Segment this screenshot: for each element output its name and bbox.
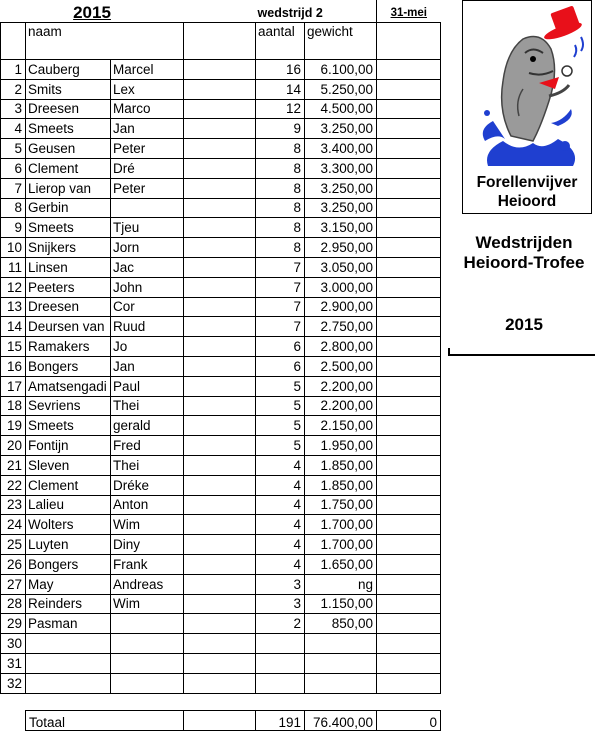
row-number: 13 xyxy=(1,297,26,317)
fish-count: 3 xyxy=(256,574,305,594)
last-name: Ramakers xyxy=(26,337,111,357)
fish-count: 7 xyxy=(256,317,305,337)
first-name: Fred xyxy=(111,436,184,456)
blank-cell xyxy=(184,535,256,555)
blank-cell xyxy=(184,218,256,238)
blank-cell xyxy=(184,396,256,416)
row-number: 25 xyxy=(1,535,26,555)
first-name: Jan xyxy=(111,119,184,139)
fish-count: 6 xyxy=(256,337,305,357)
fish-weight: 3.250,00 xyxy=(305,198,377,218)
extra-cell xyxy=(377,436,441,456)
fish-weight: 3.250,00 xyxy=(305,119,377,139)
fish-weight: 2.800,00 xyxy=(305,337,377,357)
blank-cell xyxy=(184,475,256,495)
fish-count: 7 xyxy=(256,297,305,317)
last-name: Gerbin xyxy=(26,198,111,218)
first-name: Thei xyxy=(111,396,184,416)
row-number: 15 xyxy=(1,337,26,357)
extra-cell xyxy=(377,535,441,555)
first-name: Paul xyxy=(111,376,184,396)
row-number: 4 xyxy=(1,119,26,139)
blank-cell xyxy=(184,317,256,337)
last-name: Snijkers xyxy=(26,238,111,258)
table-row xyxy=(1,634,441,654)
extra-cell xyxy=(377,317,441,337)
row-number: 30 xyxy=(1,634,26,654)
blank-cell xyxy=(184,119,256,139)
table-row xyxy=(1,79,441,99)
first-name: Wim xyxy=(111,515,184,535)
table-row xyxy=(1,416,441,436)
first-name: gerald xyxy=(111,416,184,436)
fish-weight: 3.400,00 xyxy=(305,139,377,159)
last-name: Lierop van xyxy=(26,178,111,198)
total-extra: 0 xyxy=(377,711,441,731)
first-name: Andreas xyxy=(111,574,184,594)
row-number: 14 xyxy=(1,317,26,337)
extra-cell xyxy=(377,297,441,317)
first-name: Thei xyxy=(111,455,184,475)
total-count: 191 xyxy=(256,711,305,731)
fish-weight: 3.150,00 xyxy=(305,218,377,238)
last-name: Pasman xyxy=(26,614,111,634)
fish-count: 3 xyxy=(256,594,305,614)
fish-weight xyxy=(305,634,377,654)
blank-cell xyxy=(184,594,256,614)
table-row xyxy=(1,455,441,475)
extra-cell xyxy=(377,178,441,198)
fish-count: 4 xyxy=(256,515,305,535)
first-name: Jorn xyxy=(111,238,184,258)
last-name: Clement xyxy=(26,158,111,178)
first-name: Jac xyxy=(111,257,184,277)
fish-count: 7 xyxy=(256,257,305,277)
first-name: Lex xyxy=(111,79,184,99)
blank-cell xyxy=(184,515,256,535)
fish-weight: 4.500,00 xyxy=(305,99,377,119)
row-number: 6 xyxy=(1,158,26,178)
table-row xyxy=(1,337,441,357)
last-name: Deursen van xyxy=(26,317,111,337)
first-name: Marco xyxy=(111,99,184,119)
logo-line-2: Heioord xyxy=(497,193,557,210)
first-name xyxy=(111,673,184,693)
table-row xyxy=(1,475,441,495)
table-row xyxy=(1,60,441,80)
blank-cell xyxy=(184,634,256,654)
extra-cell xyxy=(377,337,441,357)
fish-count: 14 xyxy=(256,79,305,99)
last-name: Linsen xyxy=(26,257,111,277)
last-name: Cauberg xyxy=(26,60,111,80)
first-name: Marcel xyxy=(111,60,184,80)
blank-cell xyxy=(184,139,256,159)
first-name: Diny xyxy=(111,535,184,555)
first-name: Frank xyxy=(111,554,184,574)
last-name: Bongers xyxy=(26,356,111,376)
row-number: 24 xyxy=(1,515,26,535)
last-name: Luyten xyxy=(26,535,111,555)
last-name: Reinders xyxy=(26,594,111,614)
first-name: Dréke xyxy=(111,475,184,495)
first-name: Wim xyxy=(111,594,184,614)
header-blank-cell xyxy=(184,23,256,60)
blank-cell xyxy=(184,614,256,634)
blank-cell xyxy=(184,574,256,594)
fish-weight: 2.750,00 xyxy=(305,317,377,337)
fish-weight: 1.750,00 xyxy=(305,495,377,515)
extra-cell xyxy=(377,554,441,574)
table-row xyxy=(1,594,441,614)
row-number: 26 xyxy=(1,554,26,574)
table-row xyxy=(1,396,441,416)
extra-cell xyxy=(377,79,441,99)
table-row xyxy=(1,198,441,218)
row-number: 28 xyxy=(1,594,26,614)
first-name xyxy=(111,634,184,654)
extra-cell xyxy=(377,99,441,119)
table-row xyxy=(1,554,441,574)
extra-cell xyxy=(377,238,441,258)
row-number: 7 xyxy=(1,178,26,198)
table-row xyxy=(1,614,441,634)
table-row xyxy=(1,495,441,515)
blank-cell xyxy=(184,416,256,436)
blank-cell xyxy=(184,277,256,297)
first-name: Jan xyxy=(111,356,184,376)
blank-cell xyxy=(184,673,256,693)
fish-count: 5 xyxy=(256,376,305,396)
total-weight: 76.400,00 xyxy=(305,711,377,731)
fish-count: 12 xyxy=(256,99,305,119)
row-number: 31 xyxy=(1,653,26,673)
last-name: Smits xyxy=(26,79,111,99)
blank-cell xyxy=(184,79,256,99)
table-row xyxy=(1,436,441,456)
fish-count: 5 xyxy=(256,416,305,436)
extra-cell xyxy=(377,495,441,515)
fish-count: 8 xyxy=(256,158,305,178)
fish-count xyxy=(256,634,305,654)
extra-cell xyxy=(377,356,441,376)
total-blank-cell xyxy=(184,711,256,731)
sheet-year: 2015 xyxy=(1,0,184,23)
last-name: Sleven xyxy=(26,455,111,475)
last-name: Amatsengadi xyxy=(26,376,111,396)
competition-label: wedstrijd 2 xyxy=(256,0,377,23)
first-name: Ruud xyxy=(111,317,184,337)
fish-weight: 2.200,00 xyxy=(305,376,377,396)
table-row xyxy=(1,356,441,376)
trout-mascot-icon xyxy=(463,1,591,169)
fish-count: 4 xyxy=(256,535,305,555)
table-row xyxy=(1,653,441,673)
total-row xyxy=(26,711,441,731)
logo xyxy=(462,0,592,214)
fish-count: 9 xyxy=(256,119,305,139)
logo-caption xyxy=(463,173,591,211)
extra-cell xyxy=(377,218,441,238)
extra-cell xyxy=(377,139,441,159)
last-name: Peeters xyxy=(26,277,111,297)
table-row xyxy=(1,535,441,555)
row-number: 9 xyxy=(1,218,26,238)
blank-cell xyxy=(184,178,256,198)
fish-count: 8 xyxy=(256,238,305,258)
last-name: Dreesen xyxy=(26,99,111,119)
row-number: 8 xyxy=(1,198,26,218)
extra-cell xyxy=(377,376,441,396)
fish-count: 4 xyxy=(256,475,305,495)
extra-cell xyxy=(377,455,441,475)
table-row xyxy=(1,238,441,258)
extra-cell xyxy=(377,119,441,139)
row-number: 23 xyxy=(1,495,26,515)
extra-cell xyxy=(377,198,441,218)
first-name: Anton xyxy=(111,495,184,515)
fish-weight xyxy=(305,673,377,693)
fish-weight: 1.950,00 xyxy=(305,436,377,456)
last-name: Wolters xyxy=(26,515,111,535)
total-label: Totaal xyxy=(26,711,184,731)
last-name xyxy=(26,634,111,654)
extra-cell xyxy=(377,515,441,535)
side-title-line-1: Wedstrijden xyxy=(475,233,573,252)
row-number: 5 xyxy=(1,139,26,159)
fish-weight: 3.000,00 xyxy=(305,277,377,297)
side-title xyxy=(448,233,600,273)
table-row xyxy=(1,673,441,693)
last-name: Fontijn xyxy=(26,436,111,456)
fish-weight: 2.950,00 xyxy=(305,238,377,258)
last-name: Geusen xyxy=(26,139,111,159)
table-row xyxy=(1,376,441,396)
fish-weight: 1.850,00 xyxy=(305,475,377,495)
fish-count: 5 xyxy=(256,396,305,416)
fish-weight: 1.850,00 xyxy=(305,455,377,475)
blank-cell xyxy=(184,60,256,80)
extra-cell xyxy=(377,416,441,436)
last-name: Sevriens xyxy=(26,396,111,416)
table-row xyxy=(1,99,441,119)
table-row xyxy=(1,574,441,594)
fish-weight: 1.700,00 xyxy=(305,535,377,555)
table-row xyxy=(1,119,441,139)
header-row xyxy=(1,23,441,60)
blank-cell xyxy=(184,376,256,396)
extra-cell xyxy=(377,594,441,614)
blank-cell xyxy=(184,257,256,277)
side-title-line-2: Heioord-Trofee xyxy=(463,253,585,272)
table-row xyxy=(1,158,441,178)
extra-cell xyxy=(377,257,441,277)
fish-weight: 3.250,00 xyxy=(305,178,377,198)
fish-weight: 2.500,00 xyxy=(305,356,377,376)
last-name: Clement xyxy=(26,475,111,495)
fish-count: 5 xyxy=(256,436,305,456)
table-row xyxy=(1,515,441,535)
fish-weight: 1.650,00 xyxy=(305,554,377,574)
last-name: Dreesen xyxy=(26,297,111,317)
fish-weight: 5.250,00 xyxy=(305,79,377,99)
fish-count: 2 xyxy=(256,614,305,634)
header-nr-cell xyxy=(1,23,26,60)
row-number: 11 xyxy=(1,257,26,277)
row-number: 3 xyxy=(1,99,26,119)
first-name: Peter xyxy=(111,178,184,198)
fish-count: 8 xyxy=(256,139,305,159)
row-number: 27 xyxy=(1,574,26,594)
fish-weight: 2.900,00 xyxy=(305,297,377,317)
fish-weight: ng xyxy=(305,574,377,594)
first-name xyxy=(111,614,184,634)
extra-cell xyxy=(377,396,441,416)
row-number: 12 xyxy=(1,277,26,297)
row-number: 18 xyxy=(1,396,26,416)
row-number: 1 xyxy=(1,60,26,80)
fish-weight: 3.050,00 xyxy=(305,257,377,277)
first-name xyxy=(111,653,184,673)
competition-date: 31-mei xyxy=(377,0,441,23)
table-row xyxy=(1,218,441,238)
row-number: 10 xyxy=(1,238,26,258)
last-name: May xyxy=(26,574,111,594)
side-divider xyxy=(448,348,595,356)
fish-count: 7 xyxy=(256,277,305,297)
row-number: 22 xyxy=(1,475,26,495)
table-row xyxy=(1,178,441,198)
fish-weight: 1.150,00 xyxy=(305,594,377,614)
fish-count: 4 xyxy=(256,495,305,515)
total-table xyxy=(25,710,441,731)
table-row xyxy=(1,257,441,277)
fish-weight: 850,00 xyxy=(305,614,377,634)
fish-count: 8 xyxy=(256,178,305,198)
first-name: John xyxy=(111,277,184,297)
side-year: 2015 xyxy=(505,315,543,334)
last-name: Smeets xyxy=(26,119,111,139)
fish-count: 8 xyxy=(256,218,305,238)
extra-cell xyxy=(377,634,441,654)
last-name: Smeets xyxy=(26,218,111,238)
fish-weight: 1.700,00 xyxy=(305,515,377,535)
table-row xyxy=(1,297,441,317)
title-blank-cell xyxy=(184,0,256,23)
fish-count xyxy=(256,673,305,693)
extra-cell xyxy=(377,475,441,495)
blank-cell xyxy=(184,238,256,258)
fish-weight: 3.300,00 xyxy=(305,158,377,178)
fish-weight: 2.200,00 xyxy=(305,396,377,416)
row-number: 16 xyxy=(1,356,26,376)
blank-cell xyxy=(184,99,256,119)
table-row xyxy=(1,139,441,159)
last-name: Bongers xyxy=(26,554,111,574)
fish-count: 4 xyxy=(256,554,305,574)
extra-cell xyxy=(377,158,441,178)
fish-count: 6 xyxy=(256,356,305,376)
fish-count xyxy=(256,653,305,673)
fish-count: 4 xyxy=(256,455,305,475)
row-number: 2 xyxy=(1,79,26,99)
extra-cell xyxy=(377,60,441,80)
fish-weight: 6.100,00 xyxy=(305,60,377,80)
header-count: aantal xyxy=(256,23,305,60)
header-name: naam xyxy=(26,23,184,60)
first-name: Jo xyxy=(111,337,184,357)
extra-cell xyxy=(377,653,441,673)
row-number: 21 xyxy=(1,455,26,475)
extra-cell xyxy=(377,673,441,693)
first-name xyxy=(111,198,184,218)
row-number: 19 xyxy=(1,416,26,436)
blank-cell xyxy=(184,495,256,515)
blank-cell xyxy=(184,158,256,178)
fish-count: 16 xyxy=(256,60,305,80)
row-number: 32 xyxy=(1,673,26,693)
blank-cell xyxy=(184,436,256,456)
fish-weight: 2.150,00 xyxy=(305,416,377,436)
first-name: Dré xyxy=(111,158,184,178)
header-extra-cell xyxy=(377,23,441,60)
extra-cell xyxy=(377,277,441,297)
table-row xyxy=(1,277,441,297)
logo-line-1: Forellenvijver xyxy=(476,174,578,191)
header-weight: gewicht xyxy=(305,23,377,60)
row-number: 29 xyxy=(1,614,26,634)
extra-cell xyxy=(377,614,441,634)
blank-cell xyxy=(184,297,256,317)
last-name: Smeets xyxy=(26,416,111,436)
blank-cell xyxy=(184,455,256,475)
blank-cell xyxy=(184,554,256,574)
sheet-title-row xyxy=(1,0,441,23)
fish-count: 8 xyxy=(256,198,305,218)
extra-cell xyxy=(377,574,441,594)
last-name: Lalieu xyxy=(26,495,111,515)
blank-cell xyxy=(184,653,256,673)
blank-cell xyxy=(184,337,256,357)
first-name: Cor xyxy=(111,297,184,317)
first-name: Peter xyxy=(111,139,184,159)
row-number: 17 xyxy=(1,376,26,396)
row-number: 20 xyxy=(1,436,26,456)
first-name: Tjeu xyxy=(111,218,184,238)
blank-cell xyxy=(184,198,256,218)
fish-weight xyxy=(305,653,377,673)
blank-cell xyxy=(184,356,256,376)
last-name xyxy=(26,653,111,673)
last-name xyxy=(26,673,111,693)
table-row xyxy=(1,317,441,337)
